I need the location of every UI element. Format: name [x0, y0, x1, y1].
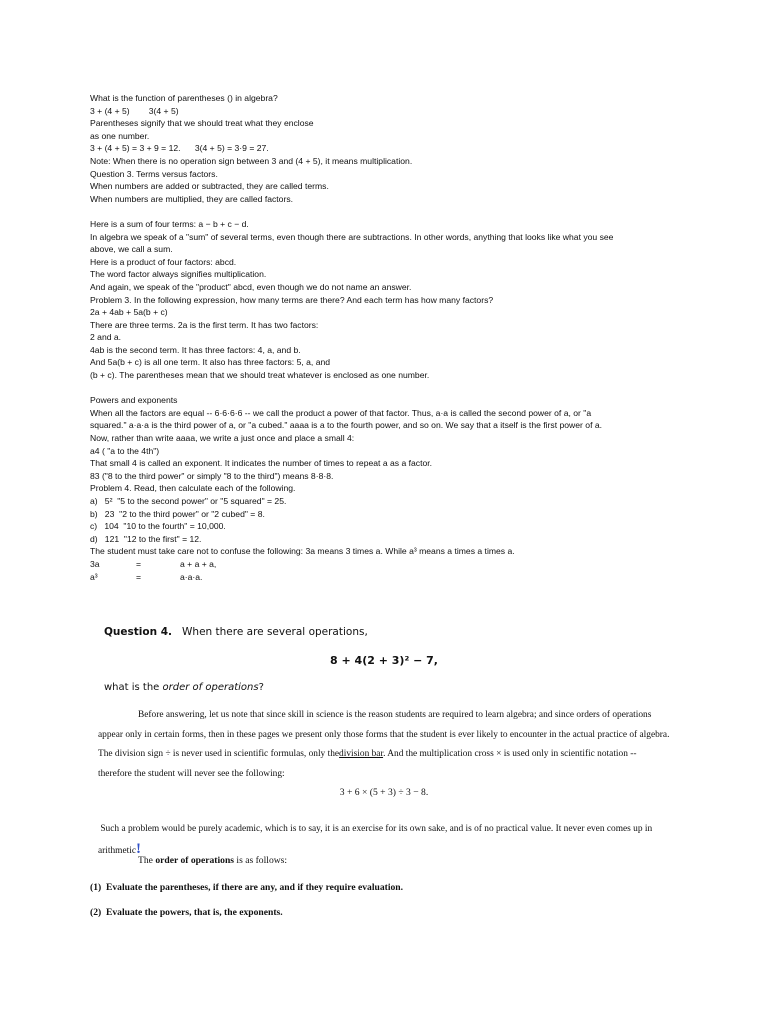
text-line: above, we call a sum. [90, 244, 173, 255]
ask-italic: order of operations [162, 682, 259, 693]
text-line: Here is a product of four factors: abcd. [90, 256, 237, 267]
paragraph-text [98, 706, 670, 784]
text-line: 2 and a. [90, 332, 122, 343]
text-line: Note: When there is no operation sign between 3 and (4 + 5), it means multiplication. [90, 155, 413, 166]
blank-line [90, 382, 670, 395]
text-line: squared." a·a·a is the third power of a, or "a cubed." aaaa is a to the fourth power, and so on. We say that a itself is the first power of a. [90, 420, 603, 431]
rule-text: Evaluate the parentheses, if there are any, and if they require evaluation. [105, 882, 404, 893]
text-line: In algebra we speak of a "sum" of several terms, even though there are subtractions. In other words, anything that looks like what you see [90, 231, 614, 242]
paragraph-text-a: Before answering, let us note that since skill in science is the reason students are required to learn algebra; and since orders of operations appear only in certain forms, then in these pages we present only those forms that the student is ever likely to encounter in the actual practice of algebra. The division sign ÷ is never used in scientific formulas, only the [98, 710, 670, 760]
text-line: Question 3. Terms versus factors. [90, 168, 218, 179]
paragraph-text-c: Such a problem would be purely academic, which is to say, it is an exercise for its own sake, and is of no practical value. It never even comes up in arithmetic [98, 824, 653, 856]
compare-right: a + a + a, [180, 558, 217, 569]
text-line: When numbers are added or subtracted, they are called terms. [90, 181, 329, 192]
text-line: The word factor always signifies multiplication. [90, 269, 267, 280]
text-line: The student must take care not to confuse the following: 3a means 3 times a. While a³ means a times a times a. [90, 546, 515, 557]
compare-row [90, 571, 670, 584]
order-question [104, 682, 264, 693]
text-line: Here is a sum of four terms: a − b + c − d. [90, 218, 249, 229]
text-line: 3 + (4 + 5) = 3 + 9 = 12. 3(4 + 5) = 3·9 = 27. [90, 143, 269, 154]
text-line: 3 + (4 + 5) 3(4 + 5) [90, 105, 179, 116]
text-line: That small 4 is called an exponent. It indicates the number of times to repeat a as a factor. [90, 458, 433, 469]
text-line: Problem 3. In the following expression, how many terms are there? And each term has how many factors? [90, 294, 494, 305]
text-line: a) 5² "5 to the second power" or "5 squared" = 25. [90, 496, 287, 506]
rule-item [90, 907, 283, 918]
text-line: When numbers are multiplied, they are called factors. [90, 193, 294, 204]
paragraph-text-b: . And the multiplication cross × is used only in scientific notation -- therefore the student will never see the following: [98, 749, 637, 779]
division-bar-link[interactable]: division bar [339, 749, 384, 760]
compare-eq: = [136, 558, 142, 569]
algebra-notes-section [90, 92, 670, 583]
text-line: Problem 4. Read, then calculate each of the following. [90, 483, 296, 494]
text-line: (b + c). The parentheses mean that we should treat whatever is enclosed as one number. [90, 370, 430, 381]
rule-text: Evaluate the powers, that is, the exponents. [105, 907, 283, 918]
compare-left: 3a [90, 558, 100, 569]
text-line: There are three terms. 2a is the first term. It has two factors: [90, 319, 319, 330]
blank-line [90, 205, 670, 218]
text-line: 2a + 4ab + 5a(b + c) [90, 307, 168, 318]
text-line: When all the factors are equal -- 6·6·6·6 -- we call the product a power of that factor. Thus, a·a is called the second power of a, or "a [90, 407, 592, 418]
compare-row [90, 558, 670, 571]
text-line: What is the function of parentheses () in algebra? [90, 93, 278, 103]
rule-number: (1) [90, 882, 102, 893]
rule-number: (2) [90, 907, 102, 918]
text-line: Now, rather than write aaaa, we write a just once and place a small 4: [90, 433, 355, 444]
ask-prefix: what is the [104, 682, 163, 693]
exclamation-mark: ! [136, 840, 142, 857]
text-line: c) 104 "10 to the fourth" = 10,000. [90, 521, 226, 532]
order-bold: order of operations [155, 855, 235, 866]
question-4-heading [104, 626, 368, 638]
order-intro [138, 855, 287, 866]
compare-eq: = [136, 571, 142, 582]
text-line: as one number. [90, 130, 150, 141]
compare-left: a³ [90, 571, 98, 582]
order-formula: 8 + 4(2 + 3)² − 7, [330, 654, 438, 667]
question-text: When there are several operations, [182, 626, 368, 638]
compare-right: a·a·a. [180, 571, 203, 582]
text-line: a4 ( "a to the 4th") [90, 445, 160, 456]
text-line: b) 23 "2 to the third power" or "2 cubed" = 8. [90, 508, 265, 519]
paragraph-before-answering [98, 706, 670, 784]
order-prefix: The [138, 855, 156, 866]
text-line: 4ab is the second term. It has three factors: 4, a, and b. [90, 344, 301, 355]
question-label: Question 4. [104, 626, 173, 638]
order-suffix: is as follows: [234, 855, 288, 866]
text-line: 83 ("8 to the third power" or simply "8 to the third") means 8·8·8. [90, 470, 334, 481]
section-heading: Powers and exponents [90, 395, 178, 406]
academic-formula: 3 + 6 × (5 + 3) ÷ 3 − 8. [339, 787, 429, 798]
text-line: d) 121 "12 to the first" = 12. [90, 533, 202, 544]
text-line: And again, we speak of the "product" abcd, even though we do not name an answer. [90, 281, 412, 292]
text-line: And 5a(b + c) is all one term. It also has three factors: 5, a, and [90, 357, 331, 368]
text-line: Parentheses signify that we should treat what they enclose [90, 118, 314, 129]
rule-item [90, 882, 403, 893]
ask-suffix: ? [258, 682, 264, 693]
